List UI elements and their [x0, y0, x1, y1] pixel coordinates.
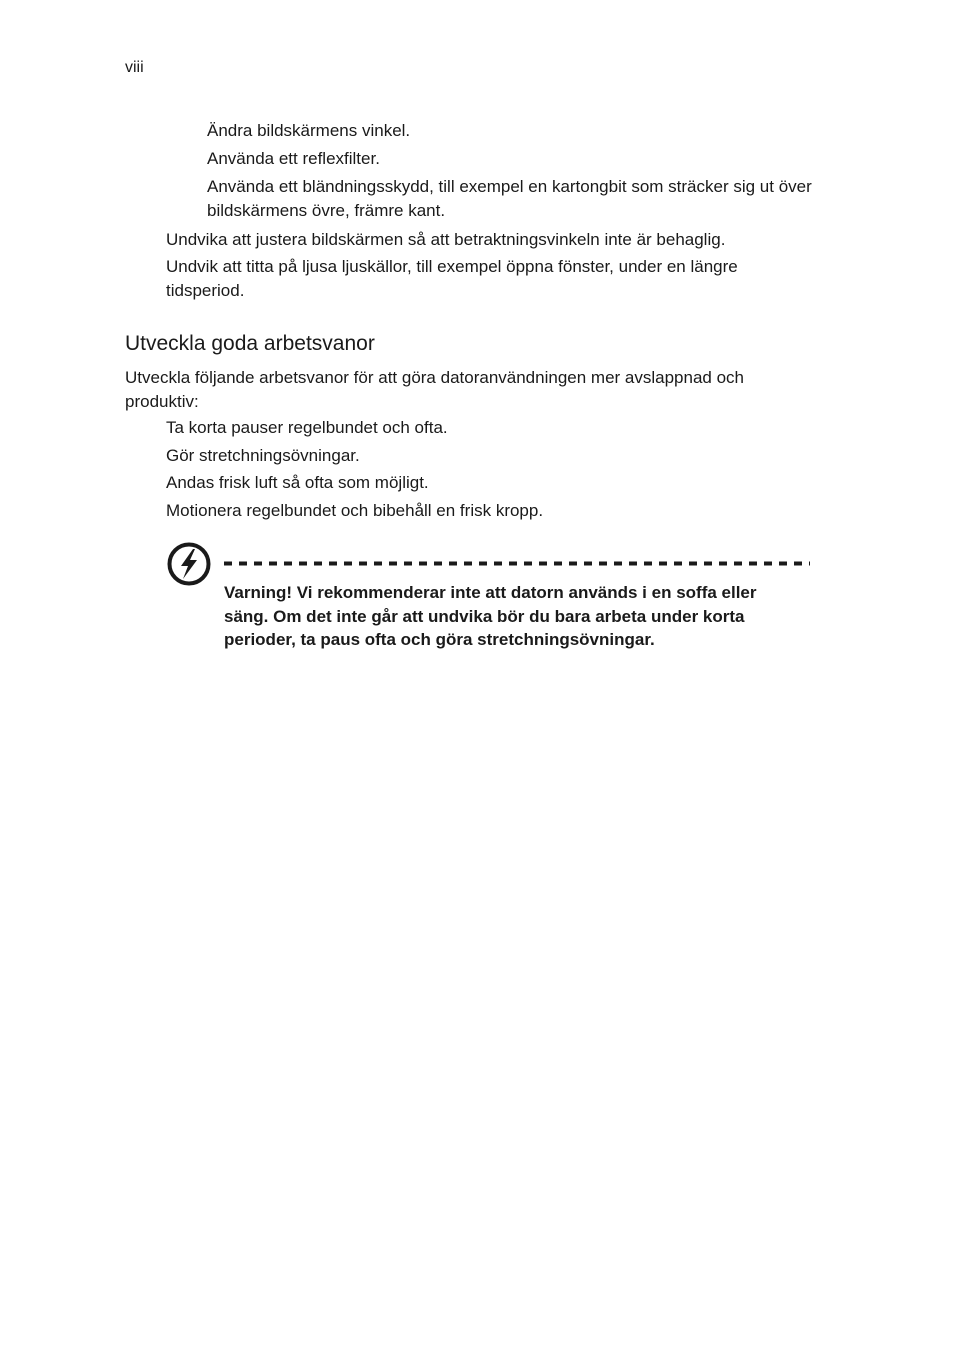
list-item: Motionera regelbundet och bibehåll en frisk kropp.	[166, 500, 544, 520]
habits-list	[166, 416, 806, 526]
section-heading: Utveckla goda arbetsvanor	[125, 332, 375, 355]
warning-lightning-icon	[166, 541, 212, 587]
intro-paragraph: Utveckla följande arbetsvanor för att göra datoranvändningen mer avslappnad och produktiv:	[125, 368, 744, 411]
bullet-list	[166, 228, 806, 306]
list-item: Undvik att titta på ljusa ljuskällor, till exempel öppna fönster, under en längre tidsperiod.	[166, 257, 738, 300]
list-item: Använda ett bländningsskydd, till exempel en kartongbit som sträcker sig ut över bildskärmens övre, främre kant.	[207, 177, 812, 220]
list-item: Undvika att justera bildskärmen så att betraktningsvinkeln inte är behaglig.	[166, 230, 726, 249]
page-number: viii	[125, 59, 144, 76]
nested-list	[207, 119, 817, 227]
list-item: Ändra bildskärmens vinkel.	[207, 121, 411, 140]
list-item: Gör stretchningsövningar.	[166, 445, 360, 465]
warning-text: Varning! Vi rekommenderar inte att datorn används i en soffa eller säng. Om det inte går att undvika bör du bara arbeta under korta perioder, ta paus ofta och göra stretchningsövningar.	[224, 583, 757, 649]
list-item: Andas frisk luft så ofta som möjligt.	[166, 473, 429, 492]
list-item: Använda ett reflexfilter.	[207, 149, 380, 168]
warning-divider	[224, 561, 810, 566]
list-item: Ta korta pauser regelbundet och ofta.	[166, 418, 448, 437]
